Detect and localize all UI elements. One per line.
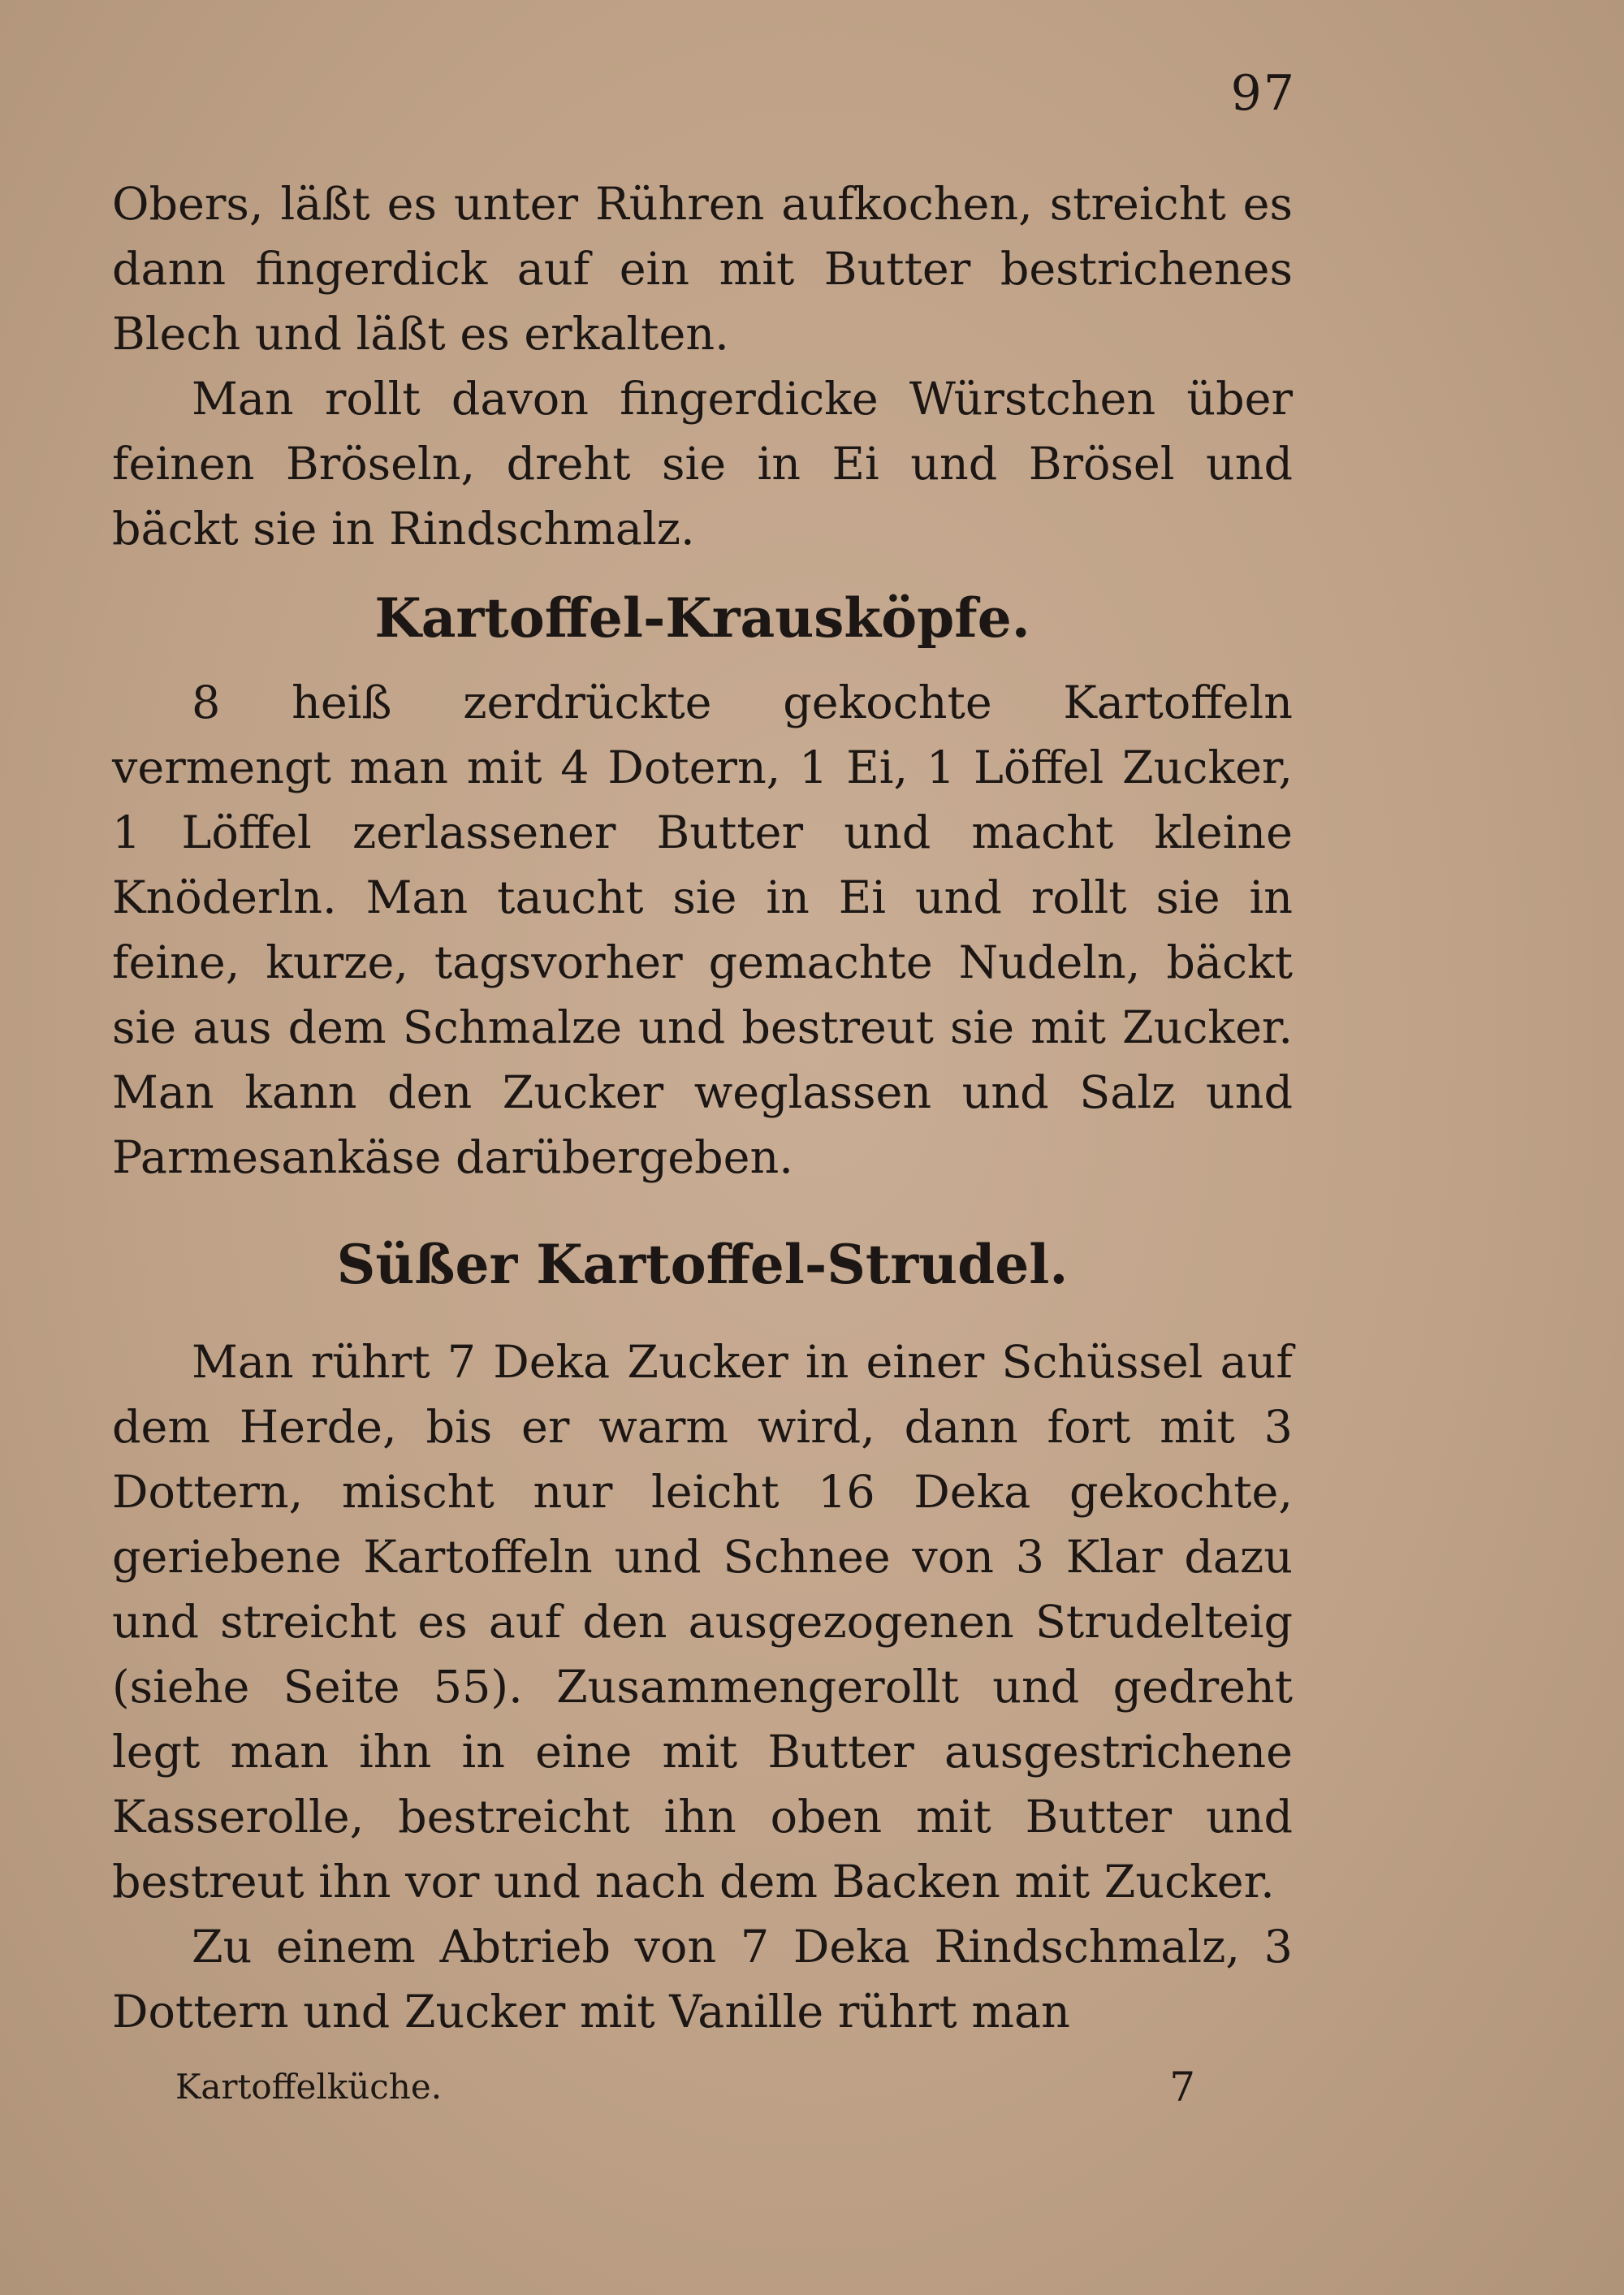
page-number: 97 <box>1230 65 1296 122</box>
recipe-heading-strudel: Süßer Kartoffel-Strudel. <box>336 1233 1069 1296</box>
paragraph-abtrieb: Zu einem Abtrieb von 7 Deka Rindschmalz, 3 Dottern und Zucker mit Vanille rührt man <box>112 1921 1293 2038</box>
text-block-middle <box>112 671 1293 1191</box>
paragraph-continuation: Obers, läßt es unter Rühren aufkochen, streicht es dann fingerdick auf ein mit Butter bestrichenes Blech und läßt es erkalten. <box>112 178 1293 361</box>
paragraph-strudel: Man rührt 7 Deka Zucker in einer Schüssel auf dem Herde, bis er warm wird, dann fort mit 3 Dottern, mischt nur leicht 16 Deka gekochte, geriebene Kartoffeln und Schnee von 3 Klar dazu und streicht es auf den ausgezogenen Strudelteig (siehe Seite 55). Zusammengerollt und gedreht legt man ihn in eine mit Butter ausgestrichene Kasserolle, bestreicht ihn oben mit Butter und bestreut ihn vor und nach dem Backen mit Zucker. <box>112 1336 1293 1908</box>
paragraph-rolling: Man rollt davon fingerdicke Würstchen über feinen Bröseln, dreht sie in Ei und Brösel und bäckt sie in Rindschmalz. <box>112 373 1293 555</box>
text-block-bottom <box>112 1330 1293 2045</box>
footer-sheet-number: 7 <box>1169 2064 1195 2111</box>
text-block-top <box>112 172 1293 562</box>
footer-signature: Kartoffelküche. <box>175 2067 443 2107</box>
paragraph-krauskoepfe: 8 heiß zerdrückte gekochte Kartoffeln vermengt man mit 4 Dotern, 1 Ei, 1 Löffel Zucker, 1 Löffel zerlassener Butter und macht kleine Knöderln. Man taucht sie in Ei und rollt sie in feine, kurze, tagsvorher gemachte Nudeln, bäckt sie aus dem Schmalze und bestreut sie mit Zucker. Man kann den Zucker weglassen und Salz und Parmesankäse darübergeben. <box>112 676 1293 1184</box>
recipe-heading-krauskoepfe: Kartoffel-Krausköpfe. <box>374 586 1030 650</box>
